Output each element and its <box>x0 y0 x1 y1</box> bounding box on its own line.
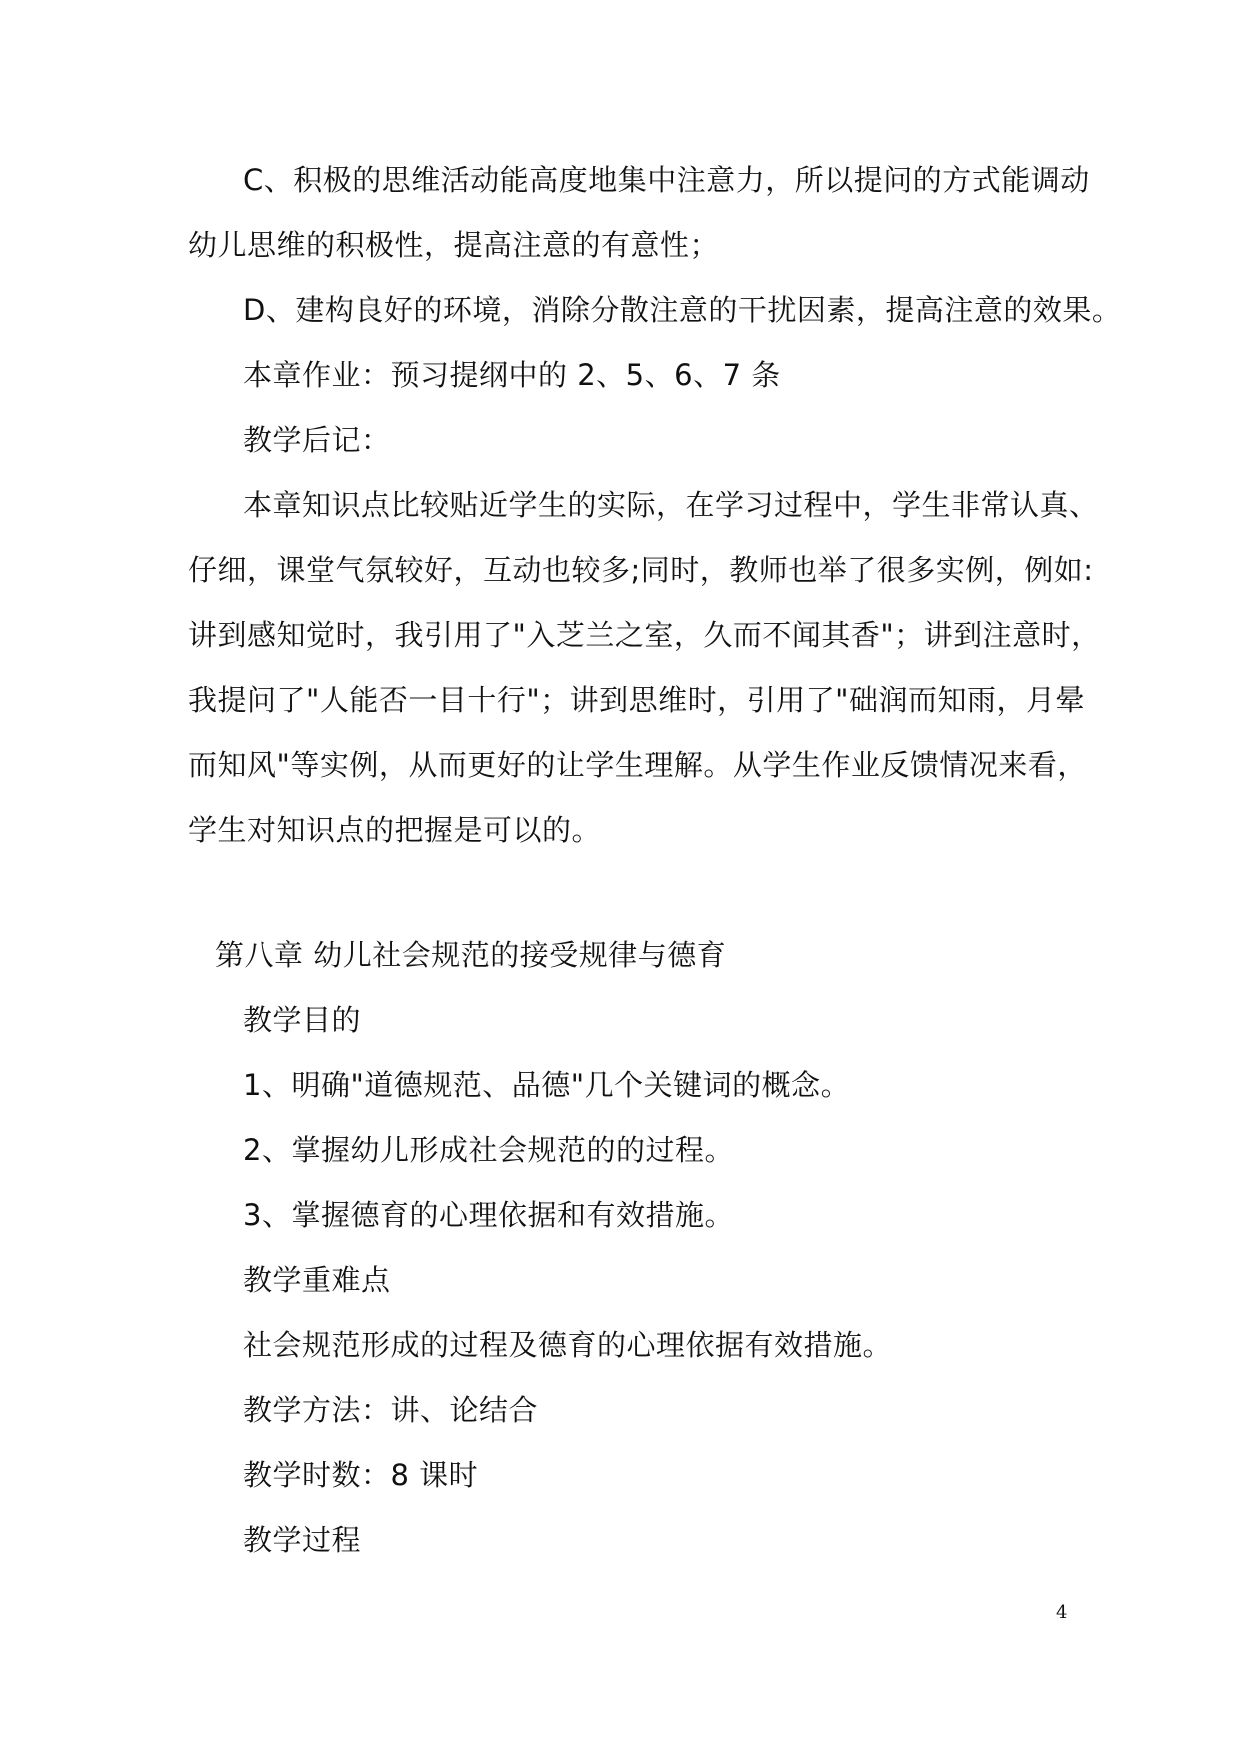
paragraph-line: 本章知识点比较贴近学生的实际，在学习过程中，学生非常认真、 <box>243 488 1099 522</box>
paragraph-line: 而知风"等实例，从而更好的让学生理解。从学生作业反馈情况来看， <box>188 748 1087 782</box>
homework-line: 本章作业：预习提纲中的 2、5、6、7 条 <box>243 358 781 392</box>
paragraph-line: 学生对知识点的把握是可以的。 <box>188 813 602 847</box>
section-heading: 教学重难点 <box>243 1263 391 1297</box>
teaching-method-line: 教学方法：讲、论结合 <box>243 1393 539 1427</box>
paragraph-line: 幼儿思维的积极性，提高注意的有意性； <box>188 228 720 262</box>
paragraph-line: 仔细，课堂气氛较好，互动也较多;同时，教师也举了很多实例，例如: <box>188 553 1094 587</box>
paragraph-line: C、积极的思维活动能高度地集中注意力，所以提问的方式能调动 <box>243 163 1090 197</box>
list-item: 2、掌握幼儿形成社会规范的的过程。 <box>243 1133 734 1167</box>
paragraph-line: 社会规范形成的过程及德育的心理依据有效措施。 <box>243 1328 893 1362</box>
paragraph-line: 讲到感知觉时，我引用了"入芝兰之室，久而不闻其香"；讲到注意时， <box>188 618 1101 652</box>
postscript-heading: 教学后记： <box>243 423 391 457</box>
chapter-title: 第八章 幼儿社会规范的接受规律与德育 <box>215 938 727 972</box>
section-heading: 教学目的 <box>243 1003 362 1037</box>
list-item: 3、掌握德育的心理依据和有效措施。 <box>243 1198 734 1232</box>
page-number: 4 <box>1056 1602 1068 1623</box>
list-item: 1、明确"道德规范、品德"几个关键词的概念。 <box>243 1068 851 1102</box>
paragraph-line: D、建构良好的环境，消除分散注意的干扰因素，提高注意的效果。 <box>243 293 1122 327</box>
paragraph-line: 我提问了"人能否一目十行"；讲到思维时，引用了"础润而知雨，月晕 <box>188 683 1086 717</box>
teaching-hours-line: 教学时数：8 课时 <box>243 1458 479 1492</box>
section-heading: 教学过程 <box>243 1523 362 1557</box>
